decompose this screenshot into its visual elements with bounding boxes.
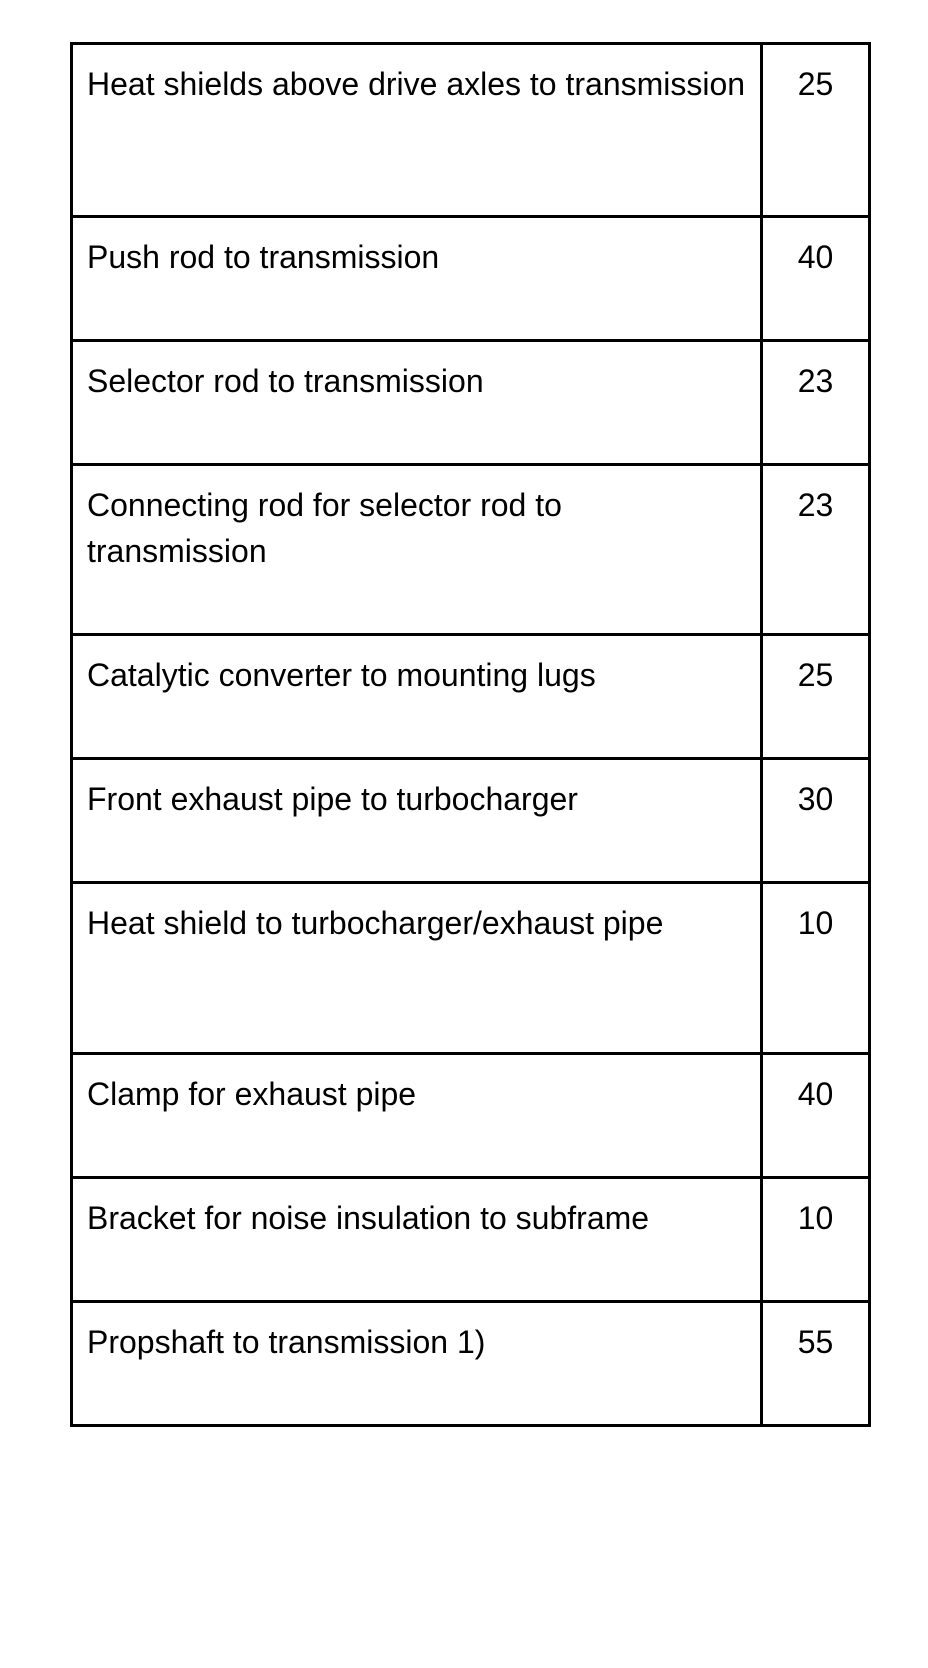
table-row xyxy=(72,883,870,1054)
table-row xyxy=(72,217,870,341)
description-cell: Heat shield to turbocharger/exhaust pipe xyxy=(72,883,762,1054)
value-cell: 25 xyxy=(762,635,870,759)
table-row xyxy=(72,44,870,217)
table-row xyxy=(72,465,870,635)
description-cell: Bracket for noise insulation to subframe xyxy=(72,1178,762,1302)
description-cell: Heat shields above drive axles to transmission xyxy=(72,44,762,217)
description-cell: Clamp for exhaust pipe xyxy=(72,1054,762,1178)
value-cell: 25 xyxy=(762,44,870,217)
torque-table xyxy=(70,42,871,1427)
table-row xyxy=(72,1054,870,1178)
table-row xyxy=(72,1302,870,1426)
value-cell: 10 xyxy=(762,883,870,1054)
description-cell: Push rod to transmission xyxy=(72,217,762,341)
value-cell: 23 xyxy=(762,465,870,635)
description-cell: Propshaft to transmission 1) xyxy=(72,1302,762,1426)
value-cell: 40 xyxy=(762,217,870,341)
description-cell: Connecting rod for selector rod to transmission xyxy=(72,465,762,635)
value-cell: 10 xyxy=(762,1178,870,1302)
value-cell: 40 xyxy=(762,1054,870,1178)
value-cell: 55 xyxy=(762,1302,870,1426)
value-cell: 30 xyxy=(762,759,870,883)
description-cell: Front exhaust pipe to turbocharger xyxy=(72,759,762,883)
description-cell: Selector rod to transmission xyxy=(72,341,762,465)
table-row xyxy=(72,1178,870,1302)
description-cell: Catalytic converter to mounting lugs xyxy=(72,635,762,759)
table-row xyxy=(72,759,870,883)
table-row xyxy=(72,341,870,465)
value-cell: 23 xyxy=(762,341,870,465)
table-row xyxy=(72,635,870,759)
